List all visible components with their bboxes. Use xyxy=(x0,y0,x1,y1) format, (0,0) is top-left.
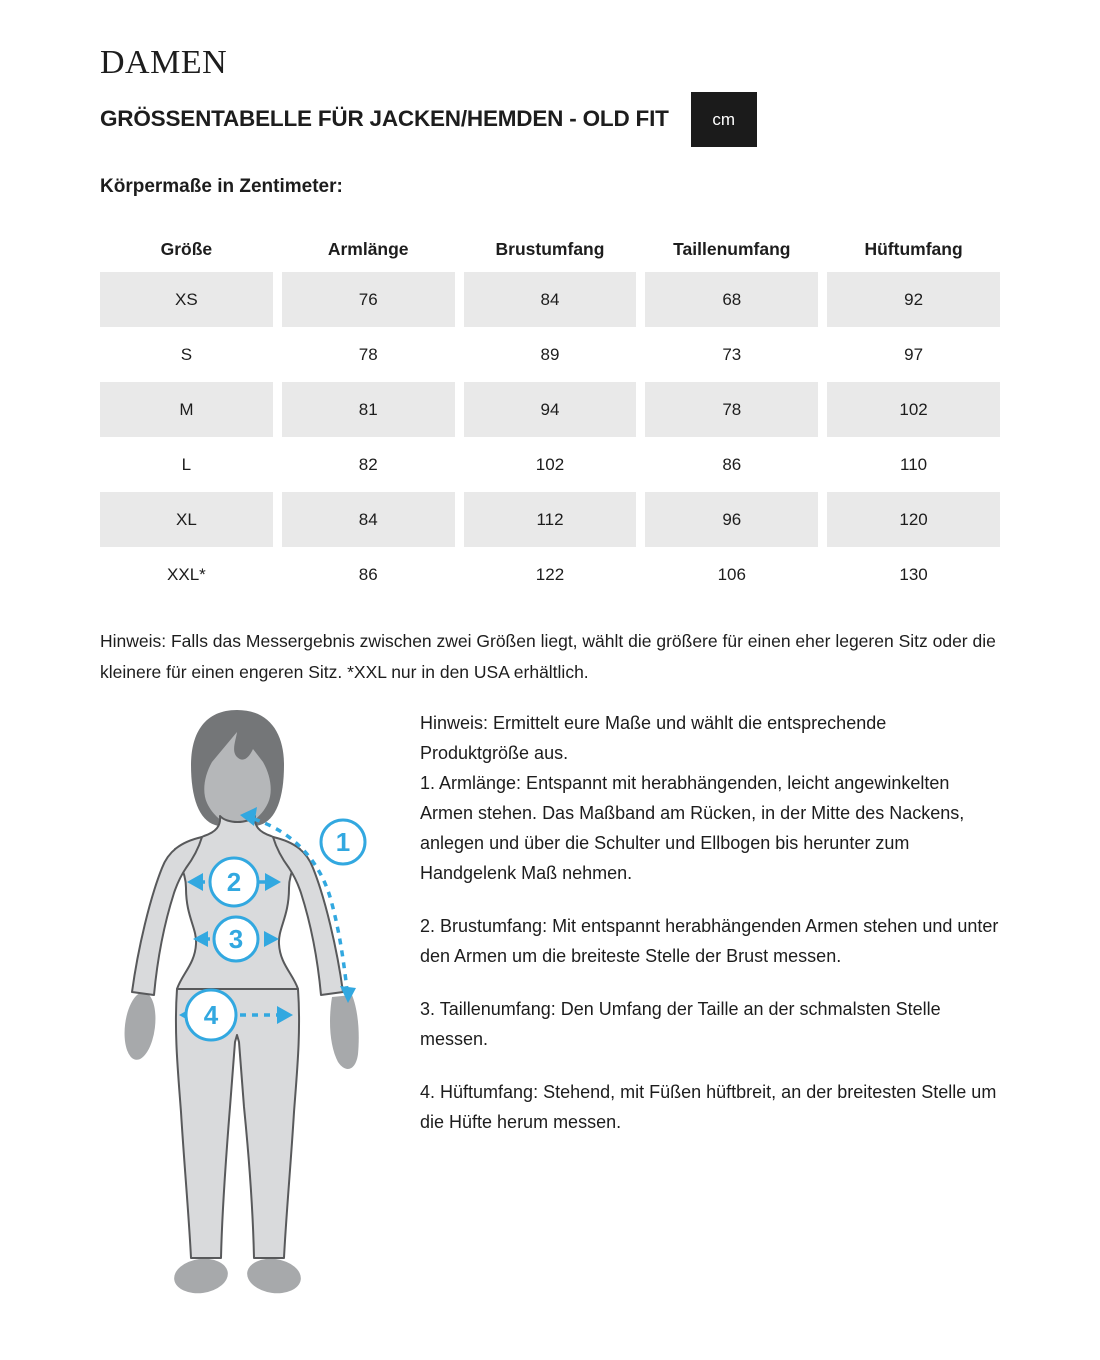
size-cell: XS xyxy=(100,272,273,327)
column-header: Größe xyxy=(160,238,213,259)
instruction-column xyxy=(420,702,1000,1322)
page-title: DAMEN xyxy=(100,44,228,81)
column-header: Brustumfang xyxy=(495,238,605,259)
size-table xyxy=(100,226,1000,602)
value-cell: 130 xyxy=(899,564,928,584)
instruction-paragraph: 4. Hüftumfang: Stehend, mit Füßen hüftbreit, an der breitesten Stelle um die Hüfte herum messen. xyxy=(420,1082,997,1132)
value-cell: 102 xyxy=(827,382,1000,437)
table-row xyxy=(100,382,1000,437)
table-header-row xyxy=(100,226,1000,272)
marker-2: 2 xyxy=(226,867,242,897)
column-header: Hüftumfang xyxy=(864,238,963,259)
size-cell: XL xyxy=(100,492,273,547)
value-cell: 106 xyxy=(717,564,746,584)
section-heading: Körpermaße in Zentimeter: xyxy=(100,176,343,197)
value-cell: 97 xyxy=(904,344,924,364)
value-cell: 84 xyxy=(282,492,455,547)
table-row xyxy=(100,437,1000,492)
instruction-paragraph: 1. Armlänge: Entspannt mit herabhängenden, leicht angewinkelten Armen stehen. Das Maßband am Rücken, in der Mitte des Nackens, anlegen und über die Schulter und Ellbogen bis herunter zum Handgelenk Maß nehmen. xyxy=(420,773,965,883)
figure-column xyxy=(100,702,420,1322)
size-chart-title: GRÖSSENTABELLE FÜR JACKEN/HEMDEN - OLD FIT xyxy=(100,106,669,132)
value-cell: 86 xyxy=(358,564,378,584)
unit-toggle-cm-button[interactable]: cm xyxy=(691,92,757,147)
table-row xyxy=(100,547,1000,602)
value-cell: 76 xyxy=(282,272,455,327)
instruction-intro: Hinweis: Ermittelt eure Maße und wählt die entsprechende Produktgröße aus. xyxy=(420,713,887,763)
value-cell: 96 xyxy=(645,492,818,547)
marker-1: 1 xyxy=(335,827,351,857)
size-cell: XXL* xyxy=(167,564,206,584)
table-row xyxy=(100,327,1000,382)
body-measurement-figure xyxy=(100,702,420,1317)
size-cell: M xyxy=(100,382,273,437)
instruction-list xyxy=(420,768,1000,1137)
value-cell: 73 xyxy=(722,344,742,364)
value-cell: 89 xyxy=(540,344,560,364)
instruction-paragraph: 3. Taillenumfang: Den Umfang der Taille an der schmalsten Stelle messen. xyxy=(420,999,941,1049)
value-cell: 110 xyxy=(900,454,928,474)
value-cell: 86 xyxy=(722,454,742,474)
title-row xyxy=(100,92,1000,147)
column-header: Armlänge xyxy=(327,238,409,259)
marker-4: 4 xyxy=(203,1000,219,1030)
value-cell: 122 xyxy=(535,564,565,584)
column-header: Taillenumfang xyxy=(673,238,791,259)
size-cell: L xyxy=(181,454,192,474)
value-cell: 120 xyxy=(827,492,1000,547)
value-cell: 112 xyxy=(464,492,637,547)
value-cell: 68 xyxy=(645,272,818,327)
table-note: Hinweis: Falls das Messergebnis zwischen zwei Größen liegt, wählt die größere für einen eher legeren Sitz oder die kleinere für einen engeren Sitz. *XXL nur in den USA erhältlich. xyxy=(100,631,996,682)
measurement-section xyxy=(100,702,1000,1322)
value-cell: 78 xyxy=(645,382,818,437)
instruction-paragraph: 2. Brustumfang: Mit entspannt herabhängenden Armen stehen und unter den Armen um die breiteste Stelle der Brust messen. xyxy=(420,916,999,966)
size-cell: S xyxy=(180,344,193,364)
value-cell: 94 xyxy=(464,382,637,437)
marker-3: 3 xyxy=(228,924,244,954)
table-row xyxy=(100,272,1000,327)
value-cell: 81 xyxy=(282,382,455,437)
value-cell: 92 xyxy=(827,272,1000,327)
value-cell: 78 xyxy=(358,344,378,364)
feet-icon xyxy=(172,1255,303,1296)
value-cell: 102 xyxy=(535,454,565,474)
table-row xyxy=(100,492,1000,547)
value-cell: 82 xyxy=(358,454,378,474)
value-cell: 84 xyxy=(464,272,637,327)
